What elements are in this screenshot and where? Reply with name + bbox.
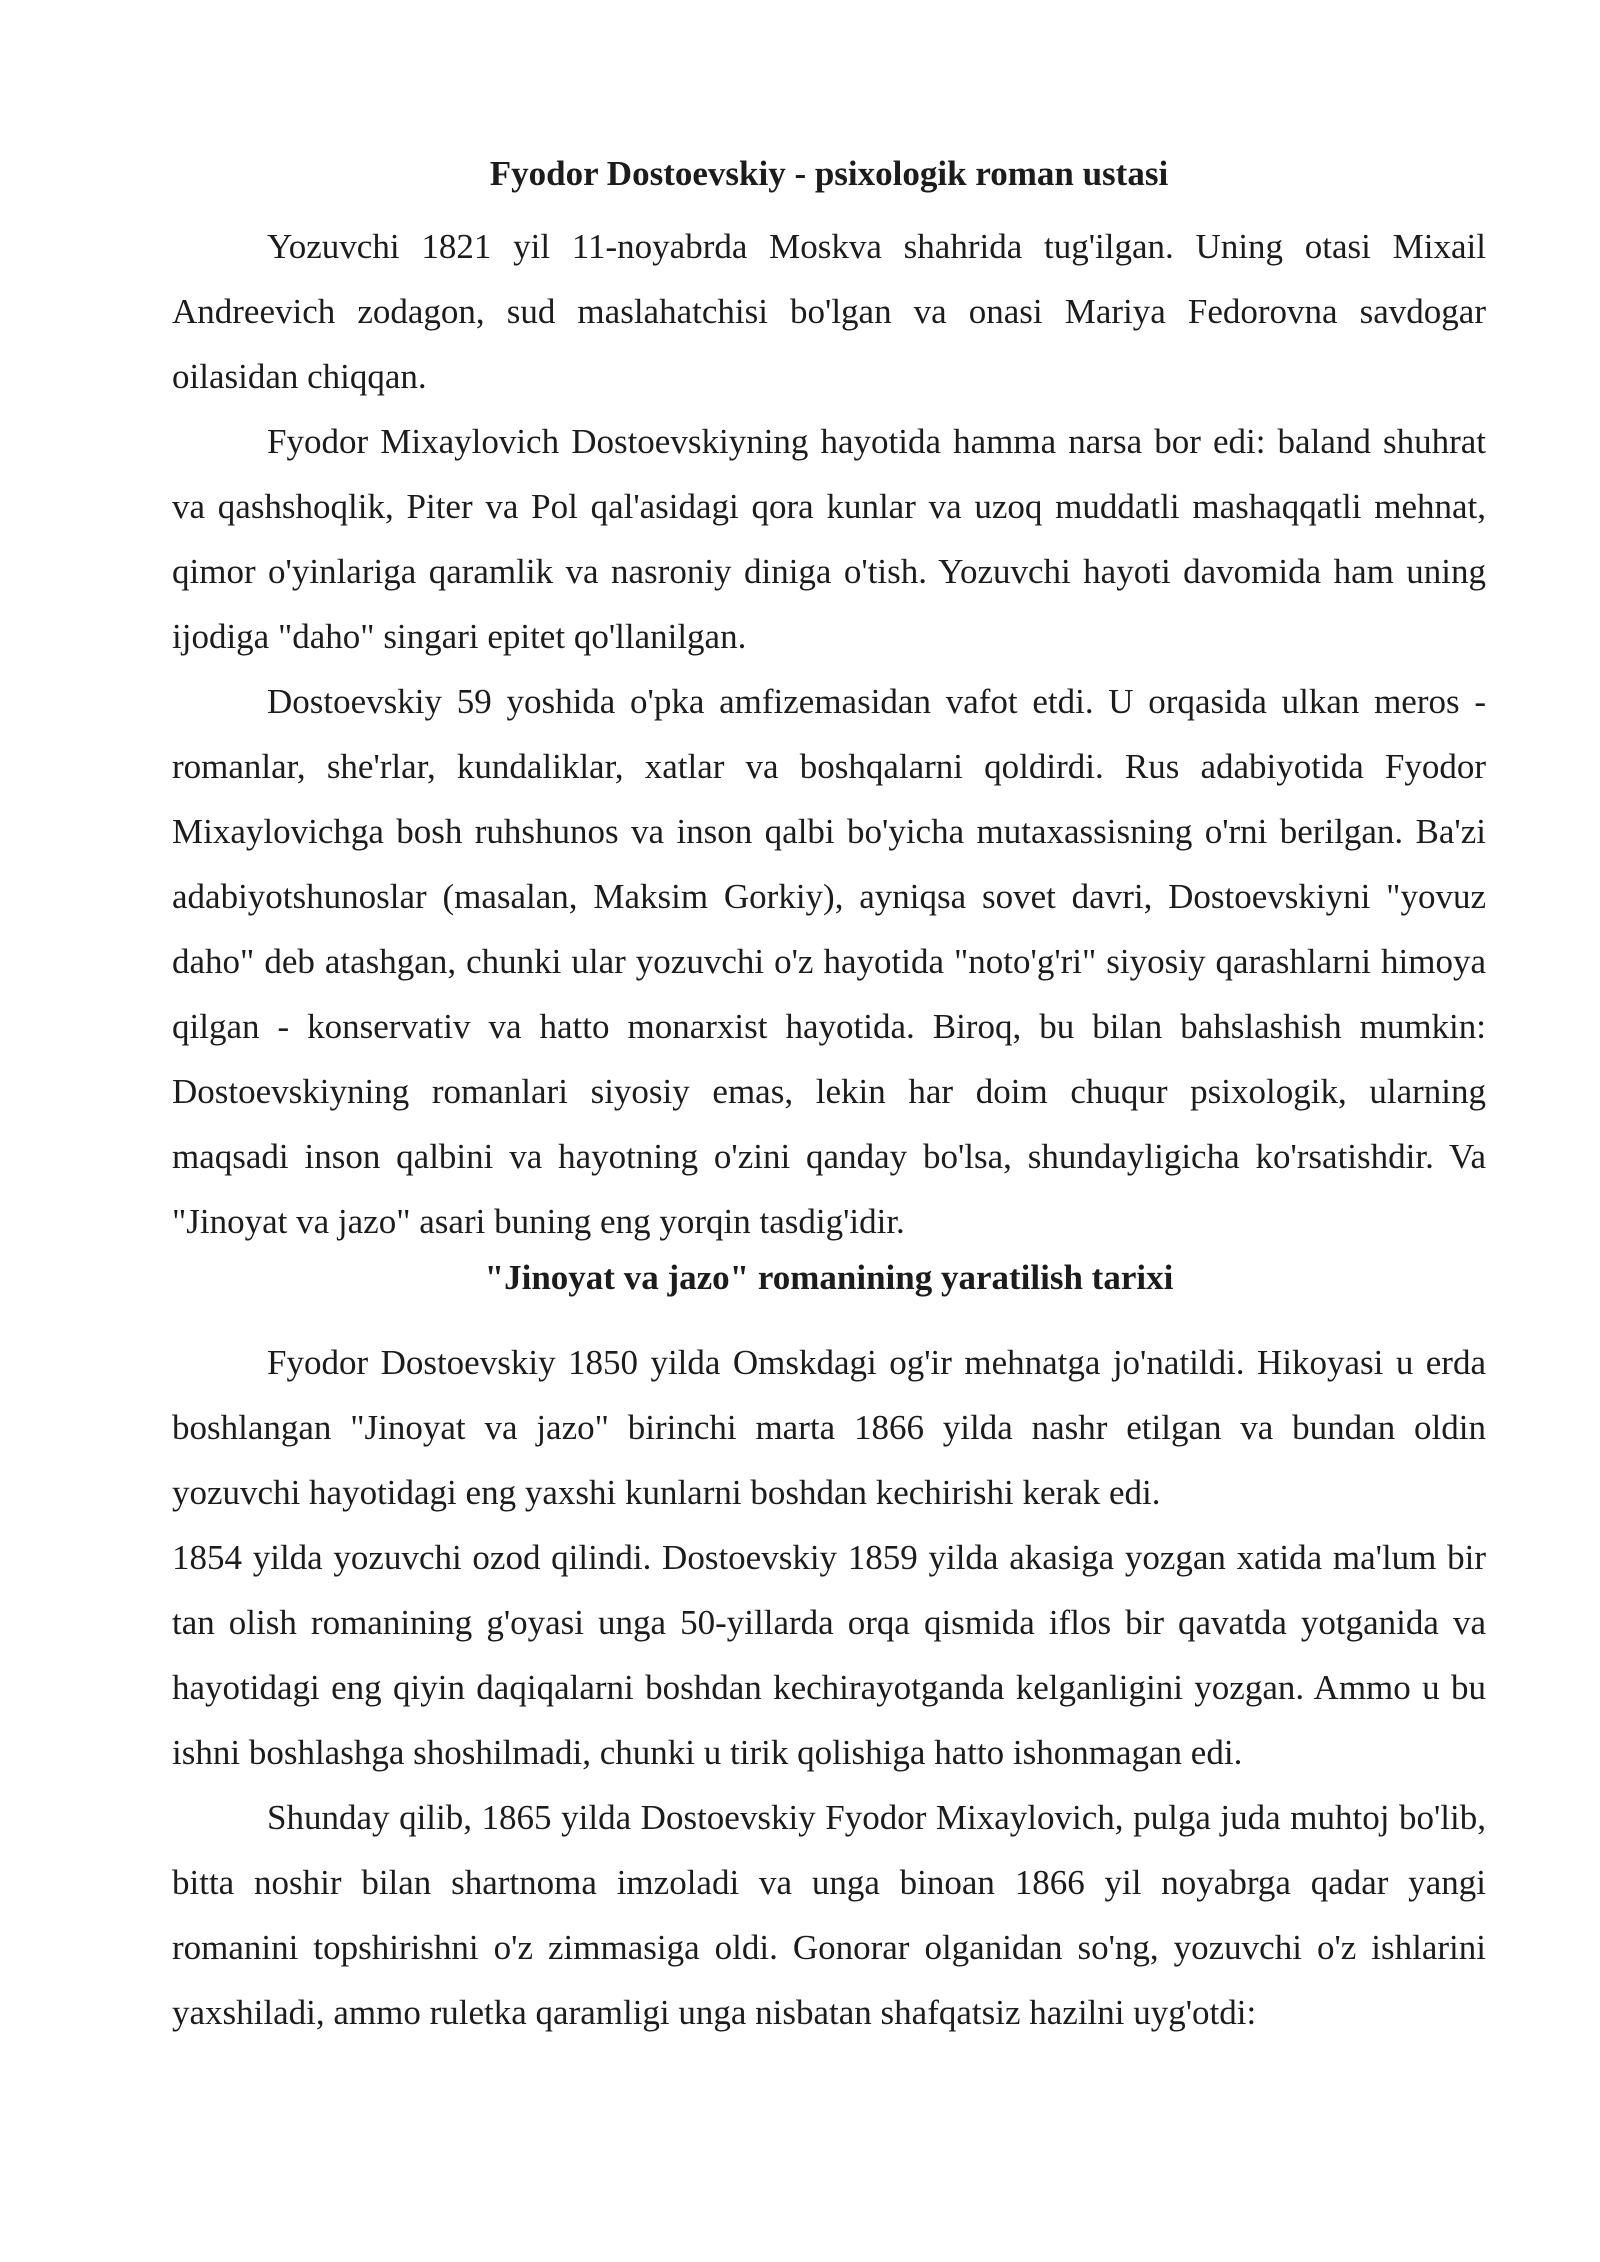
document-title: Fyodor Dostoevskiy - psixologik roman ustasi <box>489 154 1169 193</box>
paragraph-birth: Yozuvchi 1821 yil 11-noyabrda Moskva shahrida tug'ilgan. Uning otasi Mixail Andreevich zodagon, sud maslahatchisi bo'lgan va onasi Mariya Fedorovna savdogar oilasidan chiqqan. <box>172 227 1486 396</box>
paragraph-legacy: Dostoevskiy 59 yoshida o'pka amfizemasidan vafot etdi. U orqasida ulkan meros - romanlar, she'rlar, kundaliklar, xatlar va boshqalarni qoldirdi. Rus adabiyotida Fyodor Mixaylovichga bosh ruhshunos va inson qalbi bo'yicha mutaxassisning o'rni berilgan. Ba'zi adabiyotshunoslar (masalan, Maksim Gorkiy), ayniqsa sovet davri, Dostoevskiyni "yovuz daho" deb atashgan, chunki ular yozuvchi o'z hayotida "noto'g'ri" siyosiy qarashlarni himoya qilgan - konservativ va hatto monarxist hayotida. Biroq, bu bilan bahslashish mumkin: Dostoevskiyning romanlari siyosiy emas, lekin har doim chuqur psixologik, ularning maqsadi inson qalbini va hayotning o'zini qanday bo'lsa, shundayligicha ko'rsatishdir. Va "Jinoyat va jazo" asari buning eng yorqin tasdig'idir. <box>172 682 1486 1241</box>
paragraph-exile: Fyodor Dostoevskiy 1850 yilda Omskdagi og'ir mehnatga jo'natildi. Hikoyasi u erda boshlangan "Jinoyat va jazo" birinchi marta 1866 yilda nashr etilgan va bundan oldin yozuvchi hayotidagi eng yaxshi kunlarni boshdan kechirishi kerak edi. <box>172 1343 1486 1512</box>
document-page <box>172 150 1486 2045</box>
section-subtitle: "Jinoyat va jazo" romanining yaratilish tarixi <box>484 1258 1174 1297</box>
paragraph-release: 1854 yilda yozuvchi ozod qilindi. Dostoevskiy 1859 yilda akasiga yozgan xatida ma'lum bir tan olish romanining g'oyasi unga 50-yillarda orqa qismida iflos bir qavatda yotganida va hayotidagi eng qiyin daqiqalarni boshdan kechirayotganda kelganligini yozgan. Ammo u bu ishni boshlashga shoshilmadi, chunki u tirik qolishiga hatto ishonmagan edi. <box>172 1538 1486 1772</box>
paragraph-contract: Shunday qilib, 1865 yilda Dostoevskiy Fyodor Mixaylovich, pulga juda muhtoj bo'lib, bitta noshir bilan shartnoma imzoladi va unga binoan 1866 yil noyabrga qadar yangi romanini topshirishni o'z zimmasiga oldi. Gonorar olganidan so'ng, yozuvchi o'z ishlarini yaxshiladi, ammo ruletka qaramligi unga nisbatan shafqatsiz hazilni uyg'otdi: <box>172 1798 1486 2032</box>
paragraph-life: Fyodor Mixaylovich Dostoevskiyning hayotida hamma narsa bor edi: baland shuhrat va qashshoqlik, Piter va Pol qal'asidagi qora kunlar va uzoq muddatli mashaqqatli mehnat, qimor o'yinlariga qaramlik va nasroniy diniga o'tish. Yozuvchi hayoti davomida ham uning ijodiga "daho" singari epitet qo'llanilgan. <box>172 422 1486 656</box>
